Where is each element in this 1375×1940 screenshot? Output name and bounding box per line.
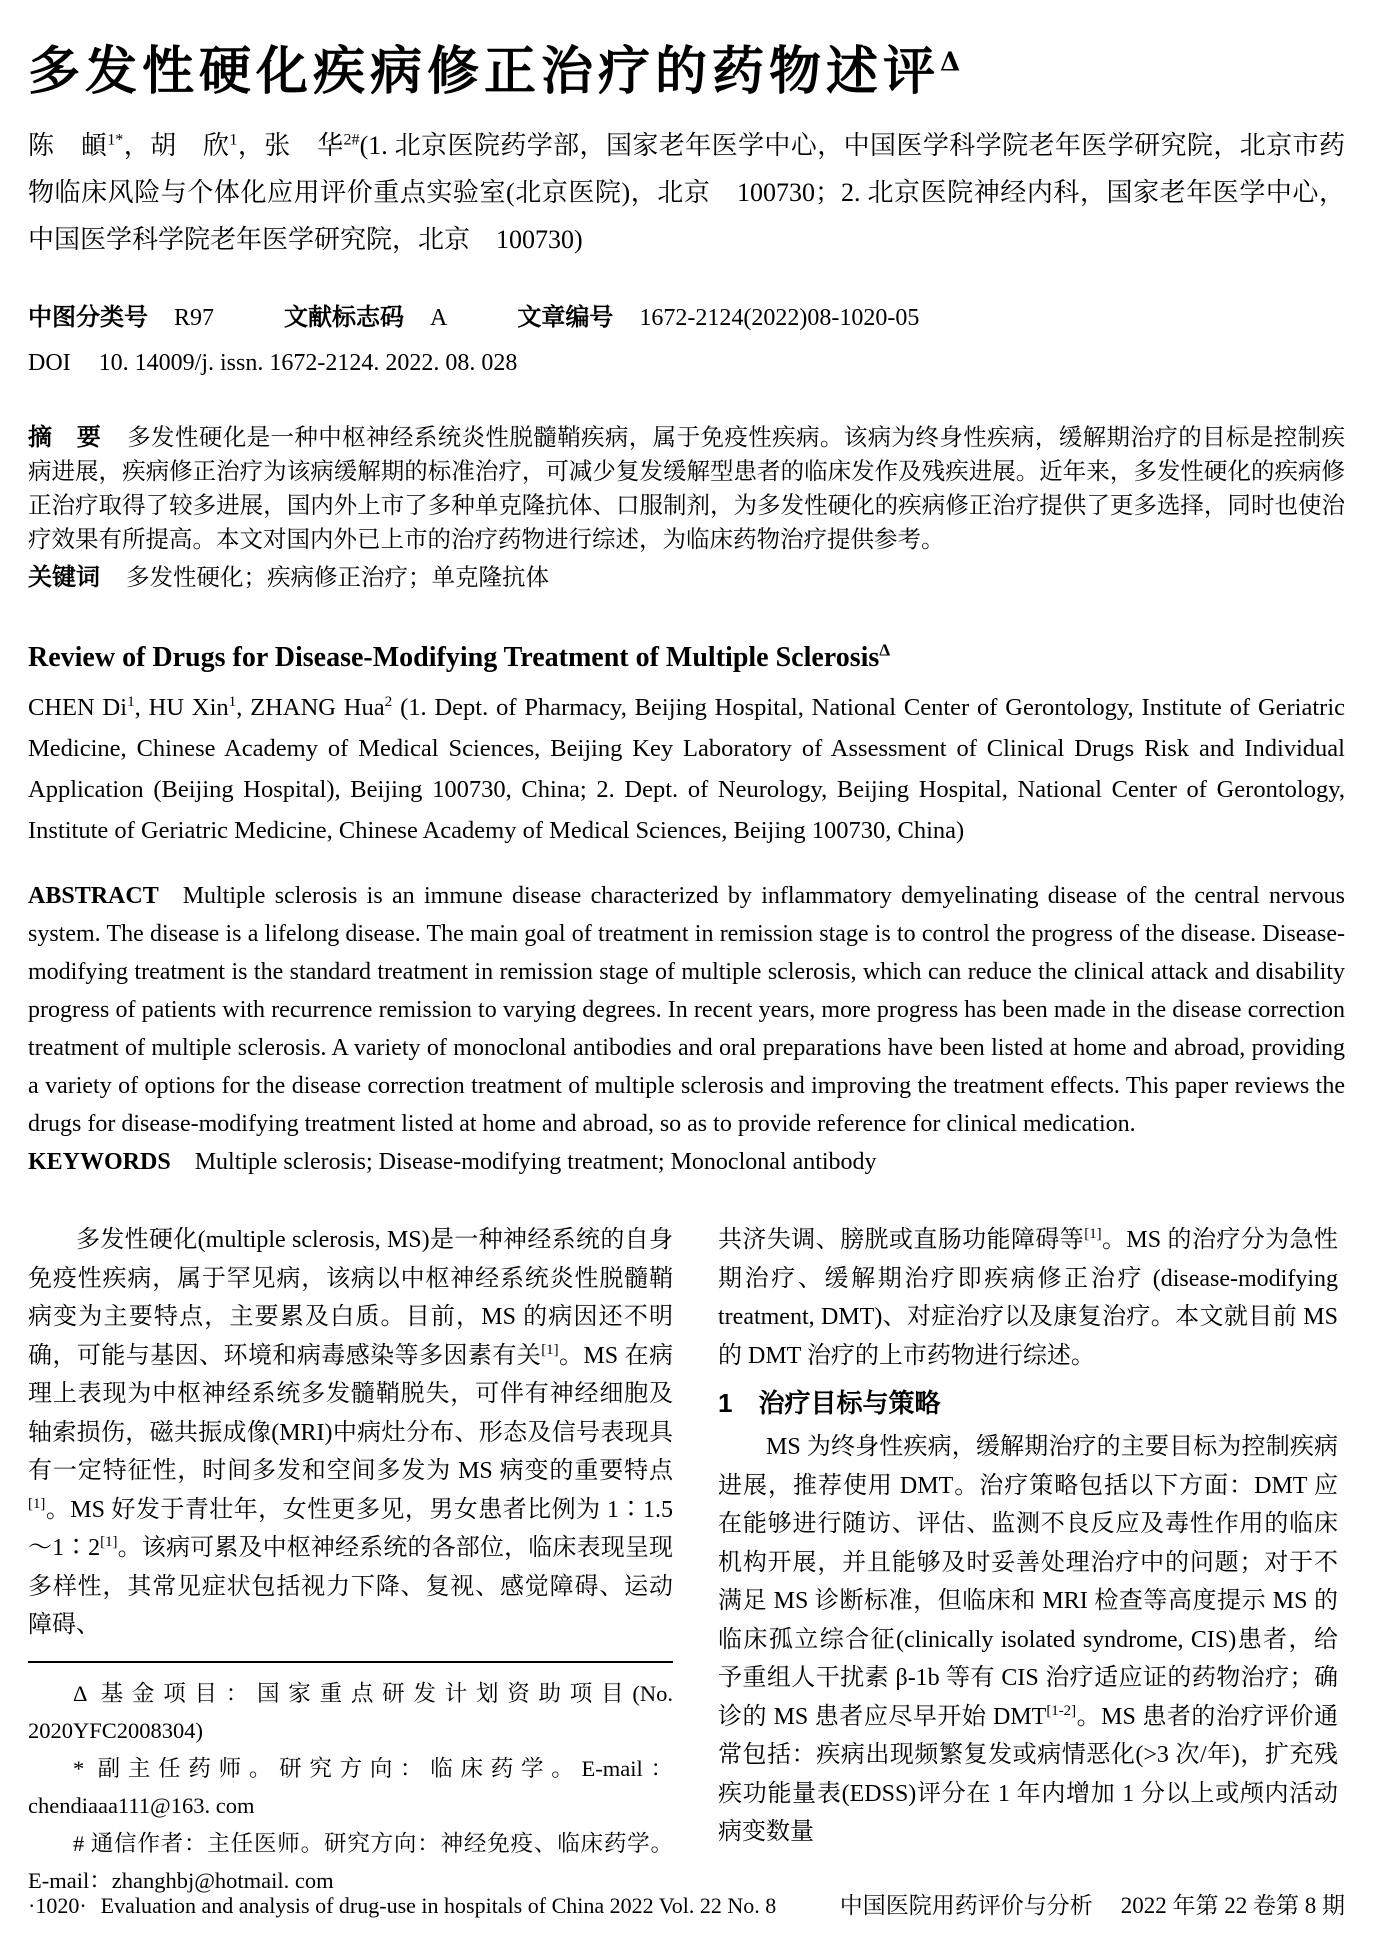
document-code-value: A — [430, 305, 448, 331]
doi-value: 10. 14009/j. issn. 1672-2124. 2022. 08. 028 — [98, 350, 518, 376]
clc-number-value: R97 — [174, 305, 215, 331]
keywords-en — [28, 1143, 1345, 1181]
footnote-funding: Δ 基金项目：国家重点研发计划资助项目(No. 2020YFC2008304) — [28, 1680, 673, 1743]
footer-left — [28, 1893, 776, 1919]
doi-label: DOI — [28, 350, 71, 376]
abstract-en — [28, 877, 1345, 1143]
abstract-cn-label: 摘 要 — [28, 424, 102, 451]
doi-row — [28, 350, 1345, 377]
article-id-value: 1672-2124(2022)08-1020-05 — [639, 305, 920, 331]
abstract-en-label: ABSTRACT — [28, 883, 159, 909]
footnote-first-author: * 副主任药师。研究方向：临床药学。E-mail：chendiaaa111@163. com — [28, 1755, 673, 1818]
footer-issue-info: 2022 年第 22 卷第 8 期 — [1120, 1893, 1345, 1918]
document-code-label: 文献标志码 — [284, 304, 405, 331]
authors-affiliations-en: CHEN Di$^1$, HU Xin$^1$, ZHANG Hua$^2$ (1. Dept. of Pharmacy, Beijing Hospital, National Center of Gerontology, Institute of Geriatric Medicine, Chinese Academy of Medical Sciences, Beijing Key Laboratory of Assessment of Clinical Drugs Risk and Individual Application (Beijing Hospital), Beijing 100730, China; 2. Dept. of Neurology, Beijing Hospital, National Center of Gerontology, Institute of Geriatric Medicine, Chinese Academy of Medical Sciences, Beijing 100730, China) — [28, 692, 1346, 844]
keywords-cn-text: 多发性硬化；疾病修正治疗；单克隆抗体 — [126, 565, 549, 591]
authors-affiliations-cn: 陈 頔$^{1*}$，胡 欣$^1$，张 华$^{2\#}$(1. 北京医院药学部，国家老年医学中心，中国医学科学院老年医学研究院，北京市药物临床风险与个体化应用评价重点实验室(北京医院)，北京 100730；2. 北京医院神经内科，国家老年医学中心，中国医学科学院老年医学研究院，北京 100730) — [28, 131, 1345, 254]
article-title-cn: 多发性硬化疾病修正治疗的药物述评$^\Delta$ — [28, 41, 966, 102]
section-1-heading: 1 治疗目标与策略 — [718, 1388, 941, 1418]
section-1-paragraph: MS 为终身性疾病，缓解期治疗的主要目标为控制疾病进展，推荐使用 DMT。治疗策略包括以下方面：DMT 应在能够进行随访、评估、监测不良反应及毒性作用的临床机构开展，并且能够及时妥善处理治疗中的问题；对于不满足 MS 诊断标准，但临床和 MRI 检查等高度提示 MS 的临床孤立综合征(clinically isolated syndrome, CIS)患者，给予重组人干扰素 β-1b 等有 CIS 治疗适应证的药物治疗；确诊的 MS 患者应尽早开始 DMT[1-2]。MS 患者的治疗评价通常包括：疾病出现频繁复发或病情恶化(>3 次/年)，扩充残疾功能量表(EDSS)评分在 1 年内增加 1 分以上或颅内活动病变数量 — [718, 1434, 1338, 1845]
page-footer — [28, 1887, 1345, 1920]
footer-right — [840, 1887, 1345, 1920]
keywords-cn-label: 关键词 — [28, 564, 100, 591]
two-column-body — [28, 1221, 1345, 1900]
intro-paragraph-right: 共济失调、膀胱或直肠功能障碍等[1]。MS 的治疗分为急性期治疗、缓解期治疗即疾病修正治疗 (disease-modifying treatment, DMT)、对症治疗以及康复治疗。本文就目前 MS 的 DMT 治疗的上市药物进行综述。 — [718, 1226, 1339, 1369]
footnote-divider-line — [28, 1661, 673, 1663]
article-id-label: 文章编号 — [517, 304, 614, 331]
article-title-en: Review of Drugs for Disease-Modifying Treatment of Multiple Sclerosis$^\Delta$ — [28, 640, 891, 673]
keywords-en-text: Multiple sclerosis; Disease-modifying treatment; Monoclonal antibody — [194, 1149, 877, 1175]
footnote-corresponding-author: # 通信作者：主任医师。研究方向：神经免疫、临床药学。E-mail：zhanghbj@hotmail. com — [28, 1830, 673, 1893]
footer-journal-title-en: Evaluation and analysis of drug-use in hospitals of China 2022 Vol. 22 No. 8 — [100, 1893, 777, 1918]
article-meta-row — [28, 297, 1345, 332]
intro-paragraph-left: 多发性硬化(multiple sclerosis, MS)是一种神经系统的自身免疫性疾病，属于罕见病，该病以中枢神经系统炎性脱髓鞘病变为主要特点，主要累及白质。目前，MS 的病因还不明确，可能与基因、环境和病毒感染等多因素有关[1]。MS 在病理上表现为中枢神经系统多发髓鞘脱失，可伴有神经细胞及轴索损伤，磁共振成像(MRI)中病灶分布、形态及信号表现具有一定特征性，时间多发和空间多发为 MS 病变的重要特点[1]。MS 好发于青壮年，女性更多见，男女患者比例为 1∶1.5～1∶2[1]。该病可累及中枢神经系统的各部位，临床表现呈现多样性，其常见症状包括视力下降、复视、感觉障碍、运动障碍、 — [28, 1227, 674, 1638]
footer-journal-title-cn: 中国医院用药评价与分析 — [839, 1893, 1093, 1918]
body-left-column — [28, 1221, 673, 1900]
footer-page-number: ·1020· — [28, 1893, 87, 1918]
abstract-en-text: Multiple sclerosis is an immune disease characterized by inflammatory demyelinating disease of the central nervous system. The disease is a lifelong disease. The main goal of treatment in remission stage is to control the progress of the disease. Disease-modifying treatment is the standard treatment in remission stage of multiple sclerosis, which can reduce the clinical attack and disability progress of patients with recurrence remission to varying degrees. In recent years, more progress has been made in the disease correction treatment of multiple sclerosis. A variety of monoclonal antibodies and oral preparations have been listed at home and abroad, providing a variety of options for the disease correction treatment of multiple sclerosis and improving the treatment effects. This paper reviews the drugs for disease-modifying treatment listed at home and abroad, so as to provide reference for clinical medication. — [28, 883, 1345, 1137]
keywords-cn — [28, 561, 1345, 595]
abstract-cn-text: 多发性硬化是一种中枢神经系统炎性脱髓鞘疾病，属于免疫性疾病。该病为终身性疾病，缓解期治疗的目标是控制疾病进展，疾病修正治疗为该病缓解期的标准治疗，可减少复发缓解型患者的临床发作及残疾进展。近年来，多发性硬化的疾病修正治疗取得了较多进展，国内外上市了多种单克隆抗体、口服制剂，为多发性硬化的疾病修正治疗提供了更多选择，同时也使治疗效果有所提高。本文对国内外已上市的治疗药物进行综述，为临床药物治疗提供参考。 — [28, 425, 1346, 553]
keywords-en-label: KEYWORDS — [28, 1149, 171, 1175]
body-right-column — [718, 1221, 1338, 1900]
footnotes-block — [28, 1675, 673, 1900]
abstract-cn — [28, 421, 1345, 557]
clc-number-label: 中图分类号 — [28, 304, 148, 331]
